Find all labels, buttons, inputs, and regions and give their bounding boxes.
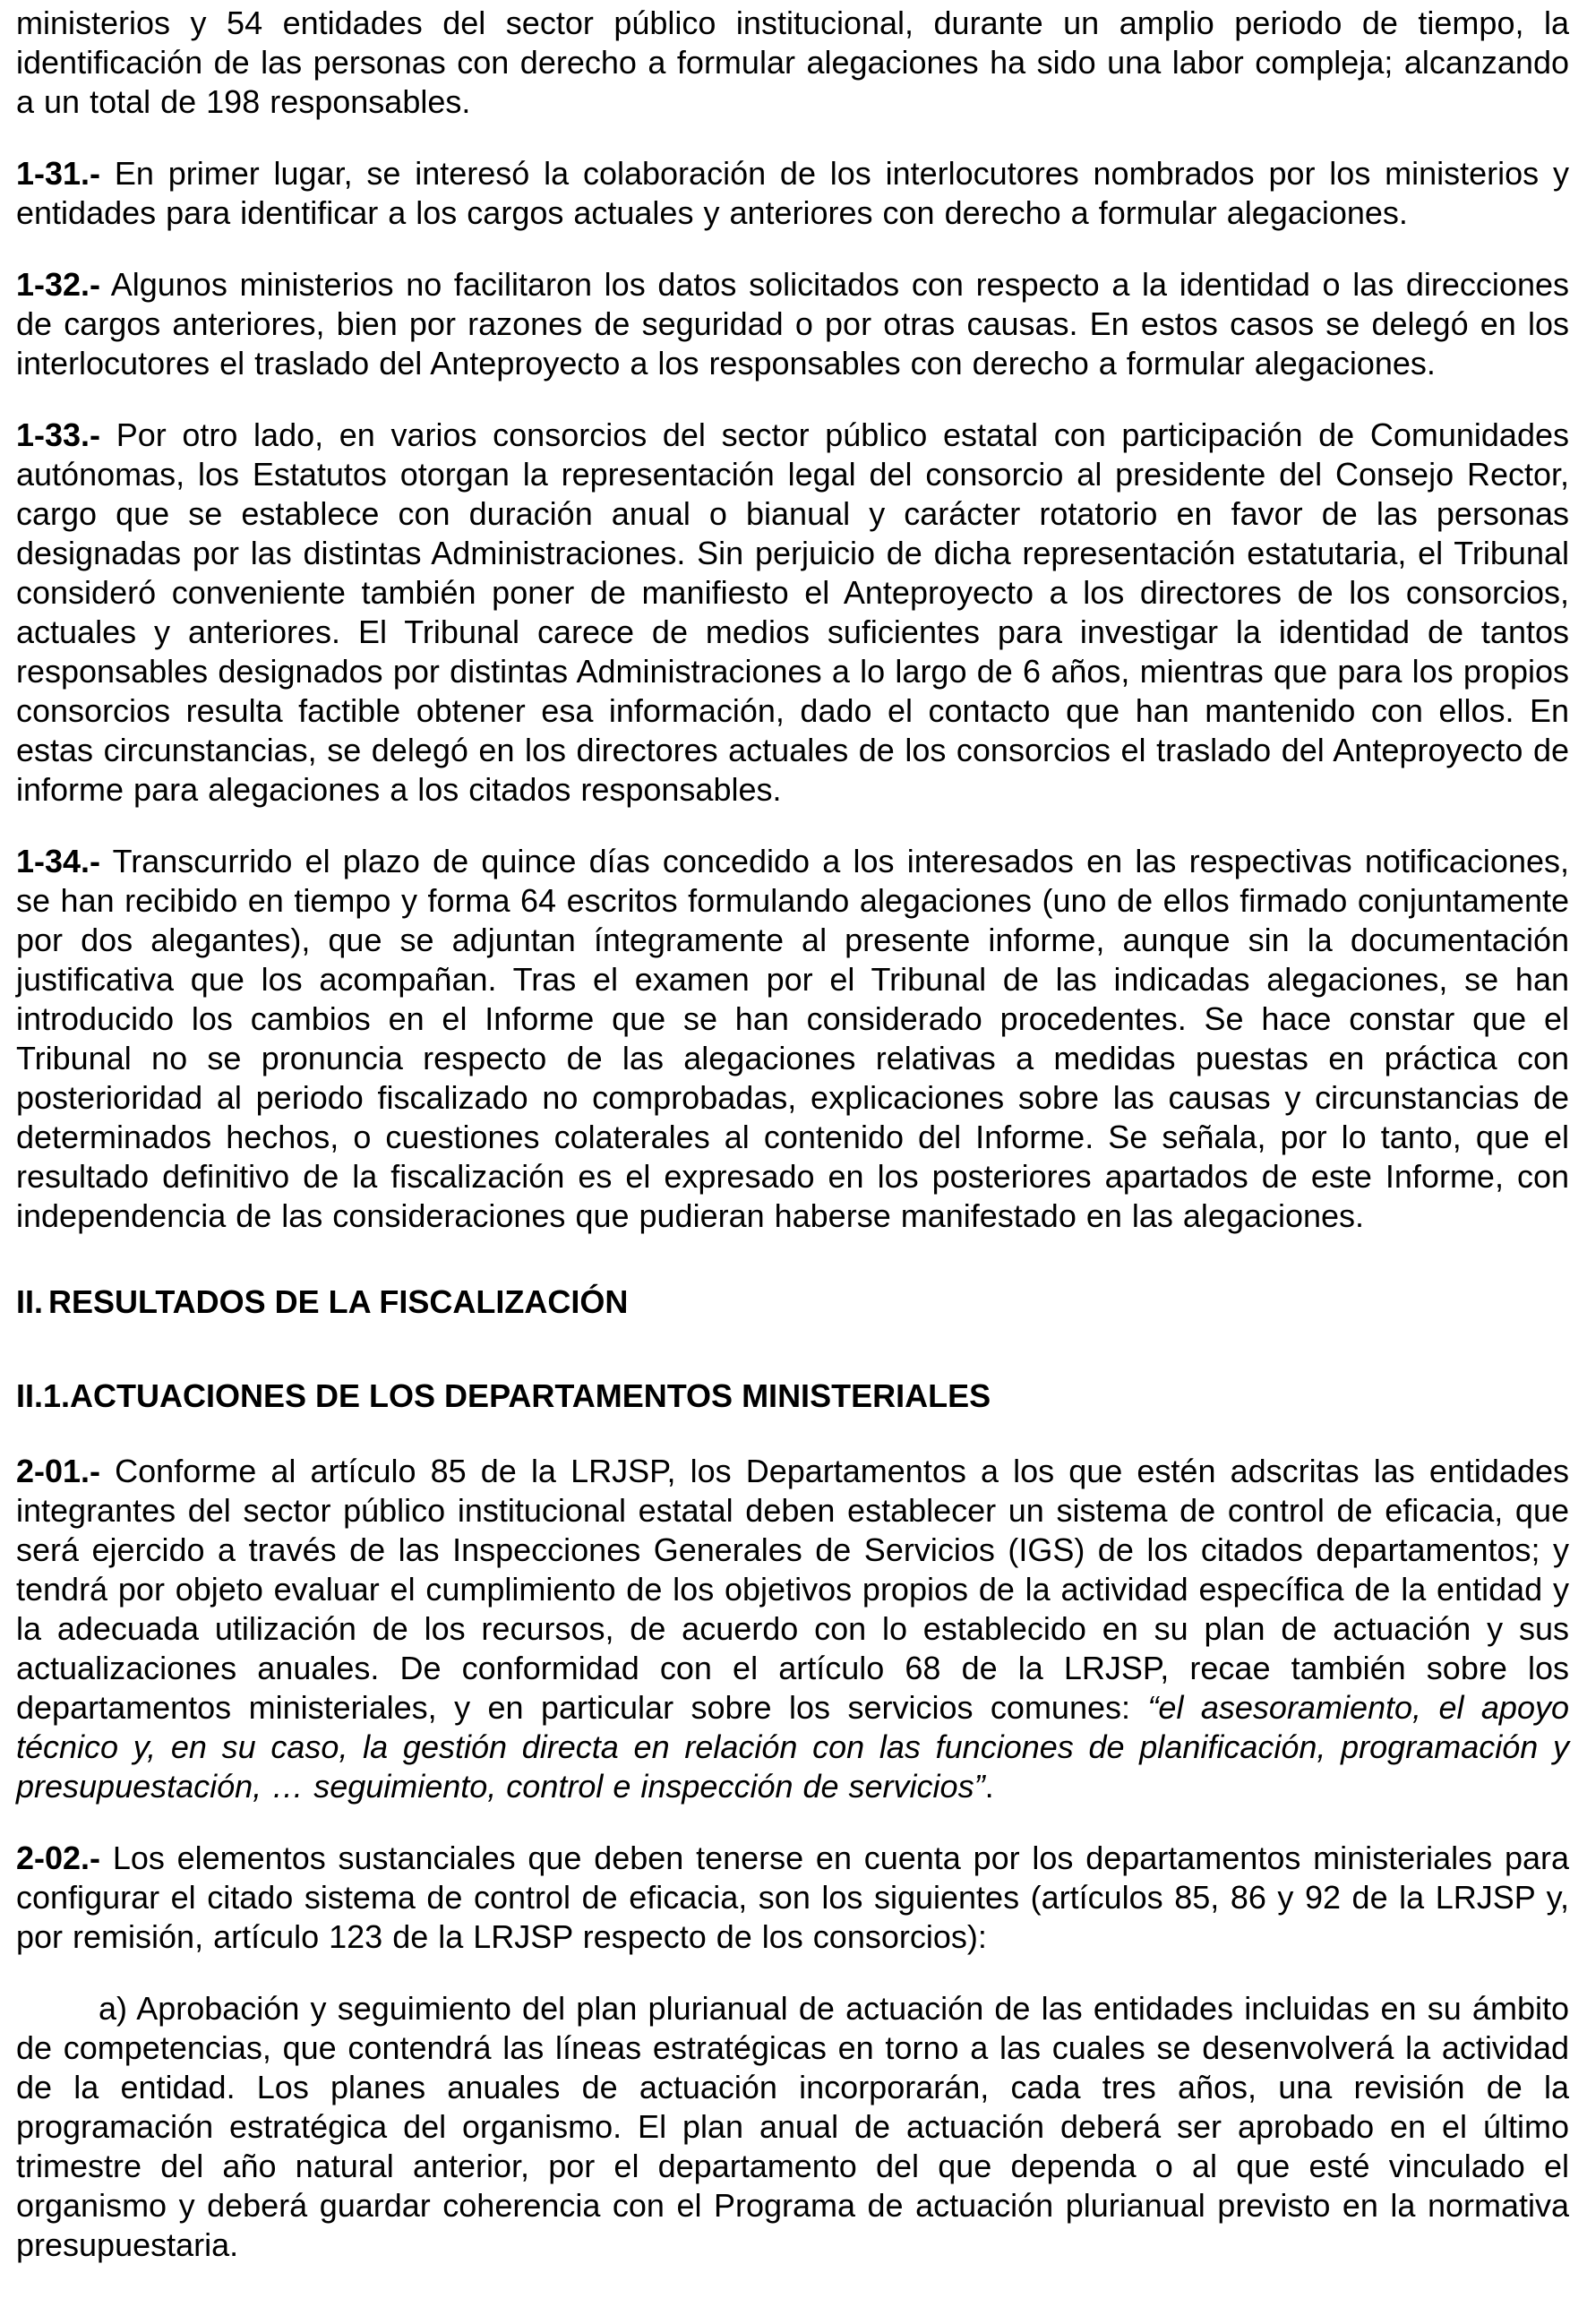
section-heading-resultados [16,1282,1569,1322]
paragraph-text: Los elementos sustanciales que deben tenerse en cuenta por los departamentos ministeriales para configurar el citado sistema de control de eficacia, son los siguientes (artículos 85, 86 y 92 de la LRJSP y, por remisión, artículo 123 de la LRJSP respecto de los consorcios): [16,1839,1569,1955]
paragraph-number: 2-01.- [16,1453,101,1489]
section-title: RESULTADOS DE LA FISCALIZACIÓN [48,1283,629,1320]
paragraph-2-02 [16,1839,1569,1957]
paragraph-2-01 [16,1452,1569,1806]
paragraph-text: En primer lugar, se interesó la colaboración de los interlocutores nombrados por los ministerios y entidades para identificar a los cargos actuales y anteriores con derecho a formular alegaciones. [16,155,1569,231]
paragraph-1-34 [16,842,1569,1236]
paragraph-number: 1-31.- [16,155,101,192]
quoted-legal-text: “el asesoramiento, el apoyo técnico y, en su caso, la gestión directa en relación con las funciones de planificación, programación y presupuestación, … seguimiento, control e inspección de servicios” [16,1689,1569,1805]
list-item-text: a) Aprobación y seguimiento del plan plurianual de actuación de las entidades incluidas en su ámbito de competencias, que contendrá las líneas estratégicas en torno a las cuales se desenvolverá la actividad de la entidad. Los planes anuales de actuación incorporarán, cada tres años, una revisión de la programación estratégica del organismo. El plan anual de actuación deberá ser aprobado en el último trimestre del año natural anterior, por el departamento del que dependa o al que esté vinculado el organismo y deberá guardar coherencia con el Programa de actuación plurianual previsto en la normativa presupuestaria. [16,1990,1569,2263]
list-item-a [16,1989,1569,2265]
subsection-heading-actuaciones [16,1376,1569,1416]
paragraph-1-33 [16,416,1569,810]
paragraph-text: Transcurrido el plazo de quince días concedido a los interesados en las respectivas notificaciones, se han recibido en tiempo y forma 64 escritos formulando alegaciones (uno de ellos firmado conjuntamente por dos alegantes), que se adjuntan íntegramente al presente informe, aunque sin la documentación justificativa que los acompañan. Tras el examen por el Tribunal de las indicadas alegaciones, se han introducido los cambios en el Informe que se han considerado procedentes. Se hace constar que el Tribunal no se pronuncia respecto de las alegaciones relativas a medidas puestas en práctica con posterioridad al periodo fiscalizado no comprobadas, explicaciones sobre las causas y circunstancias de determinados hechos, o cuestiones colaterales al contenido del Informe. Se señala, por lo tanto, que el resultado definitivo de la fiscalización es el expresado en los posteriores apartados de este Informe, con independencia de las consideraciones que pudieran haberse manifestado en las alegaciones. [16,843,1569,1234]
section-number: II. [16,1283,44,1320]
paragraph-continuation [16,4,1569,122]
paragraph-number: 2-02.- [16,1839,101,1876]
paragraph-number: 1-33.- [16,416,101,453]
subsection-number: II.1. [16,1377,71,1414]
paragraph-number: 1-34.- [16,843,101,879]
paragraph-text: ministerios y 54 entidades del sector público institucional, durante un amplio periodo de tiempo, la identificación de las personas con derecho a formular alegaciones ha sido una labor compleja; alcanzando a un total de 198 responsables. [16,4,1569,120]
subsection-title: ACTUACIONES DE LOS DEPARTAMENTOS MINISTERIALES [70,1377,991,1414]
paragraph-1-31 [16,154,1569,233]
paragraph-1-32 [16,265,1569,383]
paragraph-text: Conforme al artículo 85 de la LRJSP, los Departamentos a los que estén adscritas las entidades integrantes del sector público institucional estatal deben establecer un sistema de control de eficacia, que será ejercido a través de las Inspecciones Generales de Servicios (IGS) de los citados departamentos; y tendrá por objeto evaluar el cumplimiento de los objetivos propios de la actividad específica de la entidad y la adecuada utilización de los recursos, de acuerdo con lo establecido en su plan de actuación y sus actualizaciones anuales. De conformidad con el artículo 68 de la LRJSP, recae también sobre los departamentos ministeriales, y en particular sobre los servicios comunes: [16,1453,1569,1726]
paragraph-text-end: . [984,1768,994,1805]
paragraph-number: 1-32.- [16,266,101,303]
paragraph-text: Algunos ministerios no facilitaron los datos solicitados con respecto a la identidad o las direcciones de cargos anteriores, bien por razones de seguridad o por otras causas. En estos casos se delegó en los interlocutores el traslado del Anteproyecto a los responsables con derecho a formular alegaciones. [16,266,1569,382]
paragraph-text: Por otro lado, en varios consorcios del sector público estatal con participación de Comunidades autónomas, los Estatutos otorgan la representación legal del consorcio al presidente del Consejo Rector, cargo que se establece con duración anual o bianual y carácter rotatorio en favor de las personas designadas por las distintas Administraciones. Sin perjuicio de dicha representación estatutaria, el Tribunal consideró conveniente también poner de manifiesto el Anteproyecto a los directores de los consorcios, actuales y anteriores. El Tribunal carece de medios suficientes para investigar la identidad de tantos responsables designados por distintas Administraciones a lo largo de 6 años, mientras que para los propios consorcios resulta factible obtener esa información, dado el contacto que han mantenido con ellos. En estas circunstancias, se delegó en los directores actuales de los consorcios el traslado del Anteproyecto de informe para alegaciones a los citados responsables. [16,416,1569,808]
